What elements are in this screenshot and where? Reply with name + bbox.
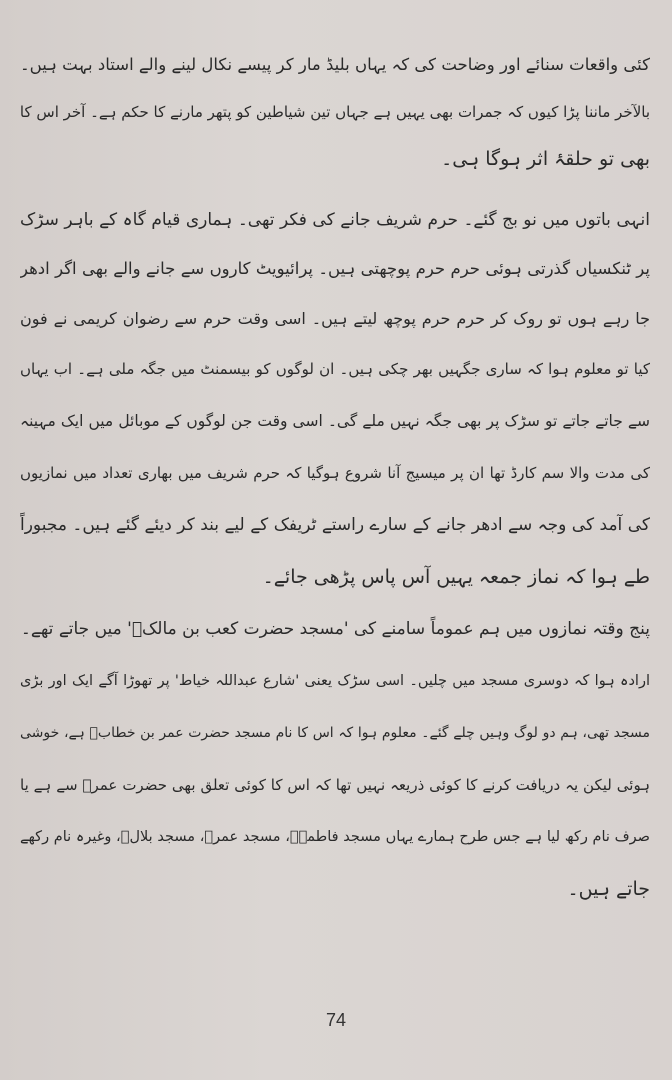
text-line: مسجد تھی، ہم دو لوگ وہیں چلے گئے۔ معلوم ہوا کہ اس کا نام مسجد حضرت عمر بن خطابؓ ہے، خوشی — [20, 725, 650, 741]
text-line: پر ٹنکسیاں گذرتی ہوئی حرم حرم پوچھتی ہیں۔ پرائیویٹ کاروں سے جانے والے بھی اگر ادھر — [20, 259, 650, 278]
text-line: انہی باتوں میں نو بج گئے۔ حرم شریف جانے کی فکر تھی۔ ہماری قیام گاہ کے باہر سڑک — [20, 210, 650, 230]
text-line: کی آمد کی وجہ سے ادھر جانے کے سارے راستے ٹریفک کے لیے بند کر دیئے گئے ہیں۔ مجبوراً — [20, 515, 650, 535]
text-line: ارادہ ہوا کہ دوسری مسجد میں چلیں۔ اسی سڑک یعنی 'شارع عبداللہ خیاط' پر تھوڑا آگے ایک اور بڑی — [20, 673, 650, 689]
text-line: سے جاتے جاتے تو سڑک پر بھی جگہ نہیں ملے گی۔ اسی وقت جن لوگوں کے موبائل میں ایک مہینہ — [20, 412, 650, 430]
text-line: جا رہے ہوں تو روک کر حرم حرم پوچھ لیتے ہیں۔ اسی وقت حرم سے رضوان کریمی نے فون — [20, 309, 650, 328]
text-line: صرف نام رکھ لیا ہے جس طرح ہمارے یہاں مسجد فاطمہؓ، مسجد عمرؓ، مسجد بلالؓ، وغیرہ نام رکھے — [20, 829, 650, 845]
text-line: بھی تو حلقۂ اثر ہوگا ہی۔ — [441, 148, 650, 170]
text-line: جاتے ہیں۔ — [567, 878, 650, 900]
page-number: 74 — [325, 1010, 347, 1030]
text-line: کی مدت والا سم کارڈ تھا ان پر میسیج آنا شروع ہوگیا کہ حرم شریف میں بھاری تعداد میں نمازیوں — [20, 464, 650, 482]
text-line: کئی واقعات سنائے اور وضاحت کی کہ یہاں بلیڈ مار کر پیسے نکال لینے والے استاد بہت ہیں۔ — [20, 55, 650, 74]
text-line: کیا تو معلوم ہوا کہ ساری جگہیں بھر چکی ہیں۔ ان لوگوں کو بیسمنٹ میں جگہ ملی ہے۔ اب یہاں — [20, 360, 650, 378]
text-line: پنج وقتہ نمازوں میں ہم عموماً سامنے کی 'مسجد حضرت کعب بن مالکؓ' میں جاتے تھے۔ — [20, 619, 650, 639]
text-line: طے ہوا کہ نماز جمعہ یہیں آس پاس پڑھی جائے۔ — [262, 566, 650, 588]
text-line: بالآخر ماننا پڑا کیوں کہ جمرات بھی یہیں ہے جہاں تین شیاطین کو پتھر مارنے کا حکم ہے۔ آخر اس کا — [20, 103, 650, 121]
text-line: ہوئی لیکن یہ دریافت کرنے کا کوئی ذریعہ نہیں تھا کہ اس کا کوئی تعلق بھی حضرت عمرؓ سے ہے یا — [20, 776, 650, 794]
